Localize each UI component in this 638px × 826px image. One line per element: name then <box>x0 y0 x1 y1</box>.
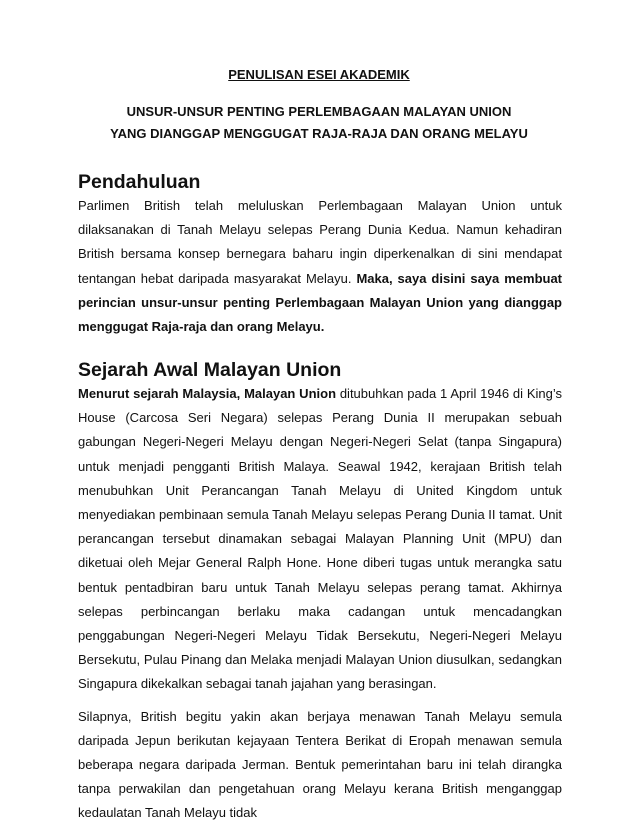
essay-title-line-2: YANG DIANGGAP MENGGUGAT RAJA-RAJA DAN ORANG MELAYU <box>110 126 528 141</box>
paragraph-text: Silapnya, British begitu yakin akan berjaya menawan Tanah Melayu semula daripada Jepun berikutan kejayaan Tentera Berikat di Eropah menawan semula beberapa negara daripada Jerman. Bentuk pemerintahan baru ini telah dirangka tanpa perwakilan dan pengetahuan orang Melayu kerana British menganggap kedaulatan Tanah Melayu tidak <box>78 708 562 821</box>
paragraph-sejarah-2 <box>78 705 562 826</box>
essay-title-line-1: UNSUR-UNSUR PENTING PERLEMBAGAAN MALAYAN UNION <box>126 104 512 119</box>
paragraph-text: ditubuhkan pada 1 April 1946 di King’s House (Carcosa Seri Negara) selepas Perang Dunia II merupakan sebuah gabungan Negeri-Negeri Melayu dengan Negeri-Negeri Selat (tanpa Singapura) untuk menjadi pengganti British Malaya. Seawal 1942, kerajaan British telah menubuhkan Unit Perancangan Tanah Melayu di United Kingdom untuk menyediakan pembinaan semula Tanah Melayu selepas Perang Dunia II tamat. Unit perancangan tersebut dinamakan sebagai Malayan Planning Unit (MPU) dan diketuai oleh Mejar General Ralph Hone. Hone diberi tugas untuk merangka satu bentuk pentadbiran baru untuk Tanah Melayu selepas perang tamat. Akhirnya selepas perbincangan berlaku maka cadangan untuk mencadangkan penggabungan Negeri-Negeri Melayu Tidak Bersekutu, Negeri-Negeri Melayu Bersekutu, Pulau Pinang dan Melaka menjadi Malayan Union diusulkan, sedangkan Singapura dikekalkan sebagai tanah jajahan yang berasingan. <box>78 386 562 692</box>
paragraph-pendahuluan <box>78 194 562 339</box>
section-pendahuluan <box>78 172 562 339</box>
paragraph-bold-text: Menurut sejarah Malaysia, Malayan Union <box>78 386 337 401</box>
paragraph-sejarah-1 <box>78 382 562 697</box>
section-heading-pendahuluan: Pendahuluan <box>78 171 201 193</box>
paragraph-text: Parlimen British telah meluluskan Perlembagaan Malayan Union untuk dilaksanakan di Tanah Melayu selepas Perang Dunia Kedua. Namun kehadiran British bersama konsep bernegara baharu ingin diperkenalkan di sini mendapat tentangan hebat daripada masyarakat Melayu. <box>78 198 562 286</box>
paragraph-bold-text: Maka, saya disini saya membuat perincian unsur-unsur penting Perlembagaan Malayan Union yang dianggap menggugat Raja-raja dan orang Melayu. <box>78 270 563 335</box>
section-sejarah <box>78 360 562 826</box>
section-heading-sejarah: Sejarah Awal Malayan Union <box>78 359 342 381</box>
essay-type-title: PENULISAN ESEI AKADEMIK <box>228 67 410 82</box>
